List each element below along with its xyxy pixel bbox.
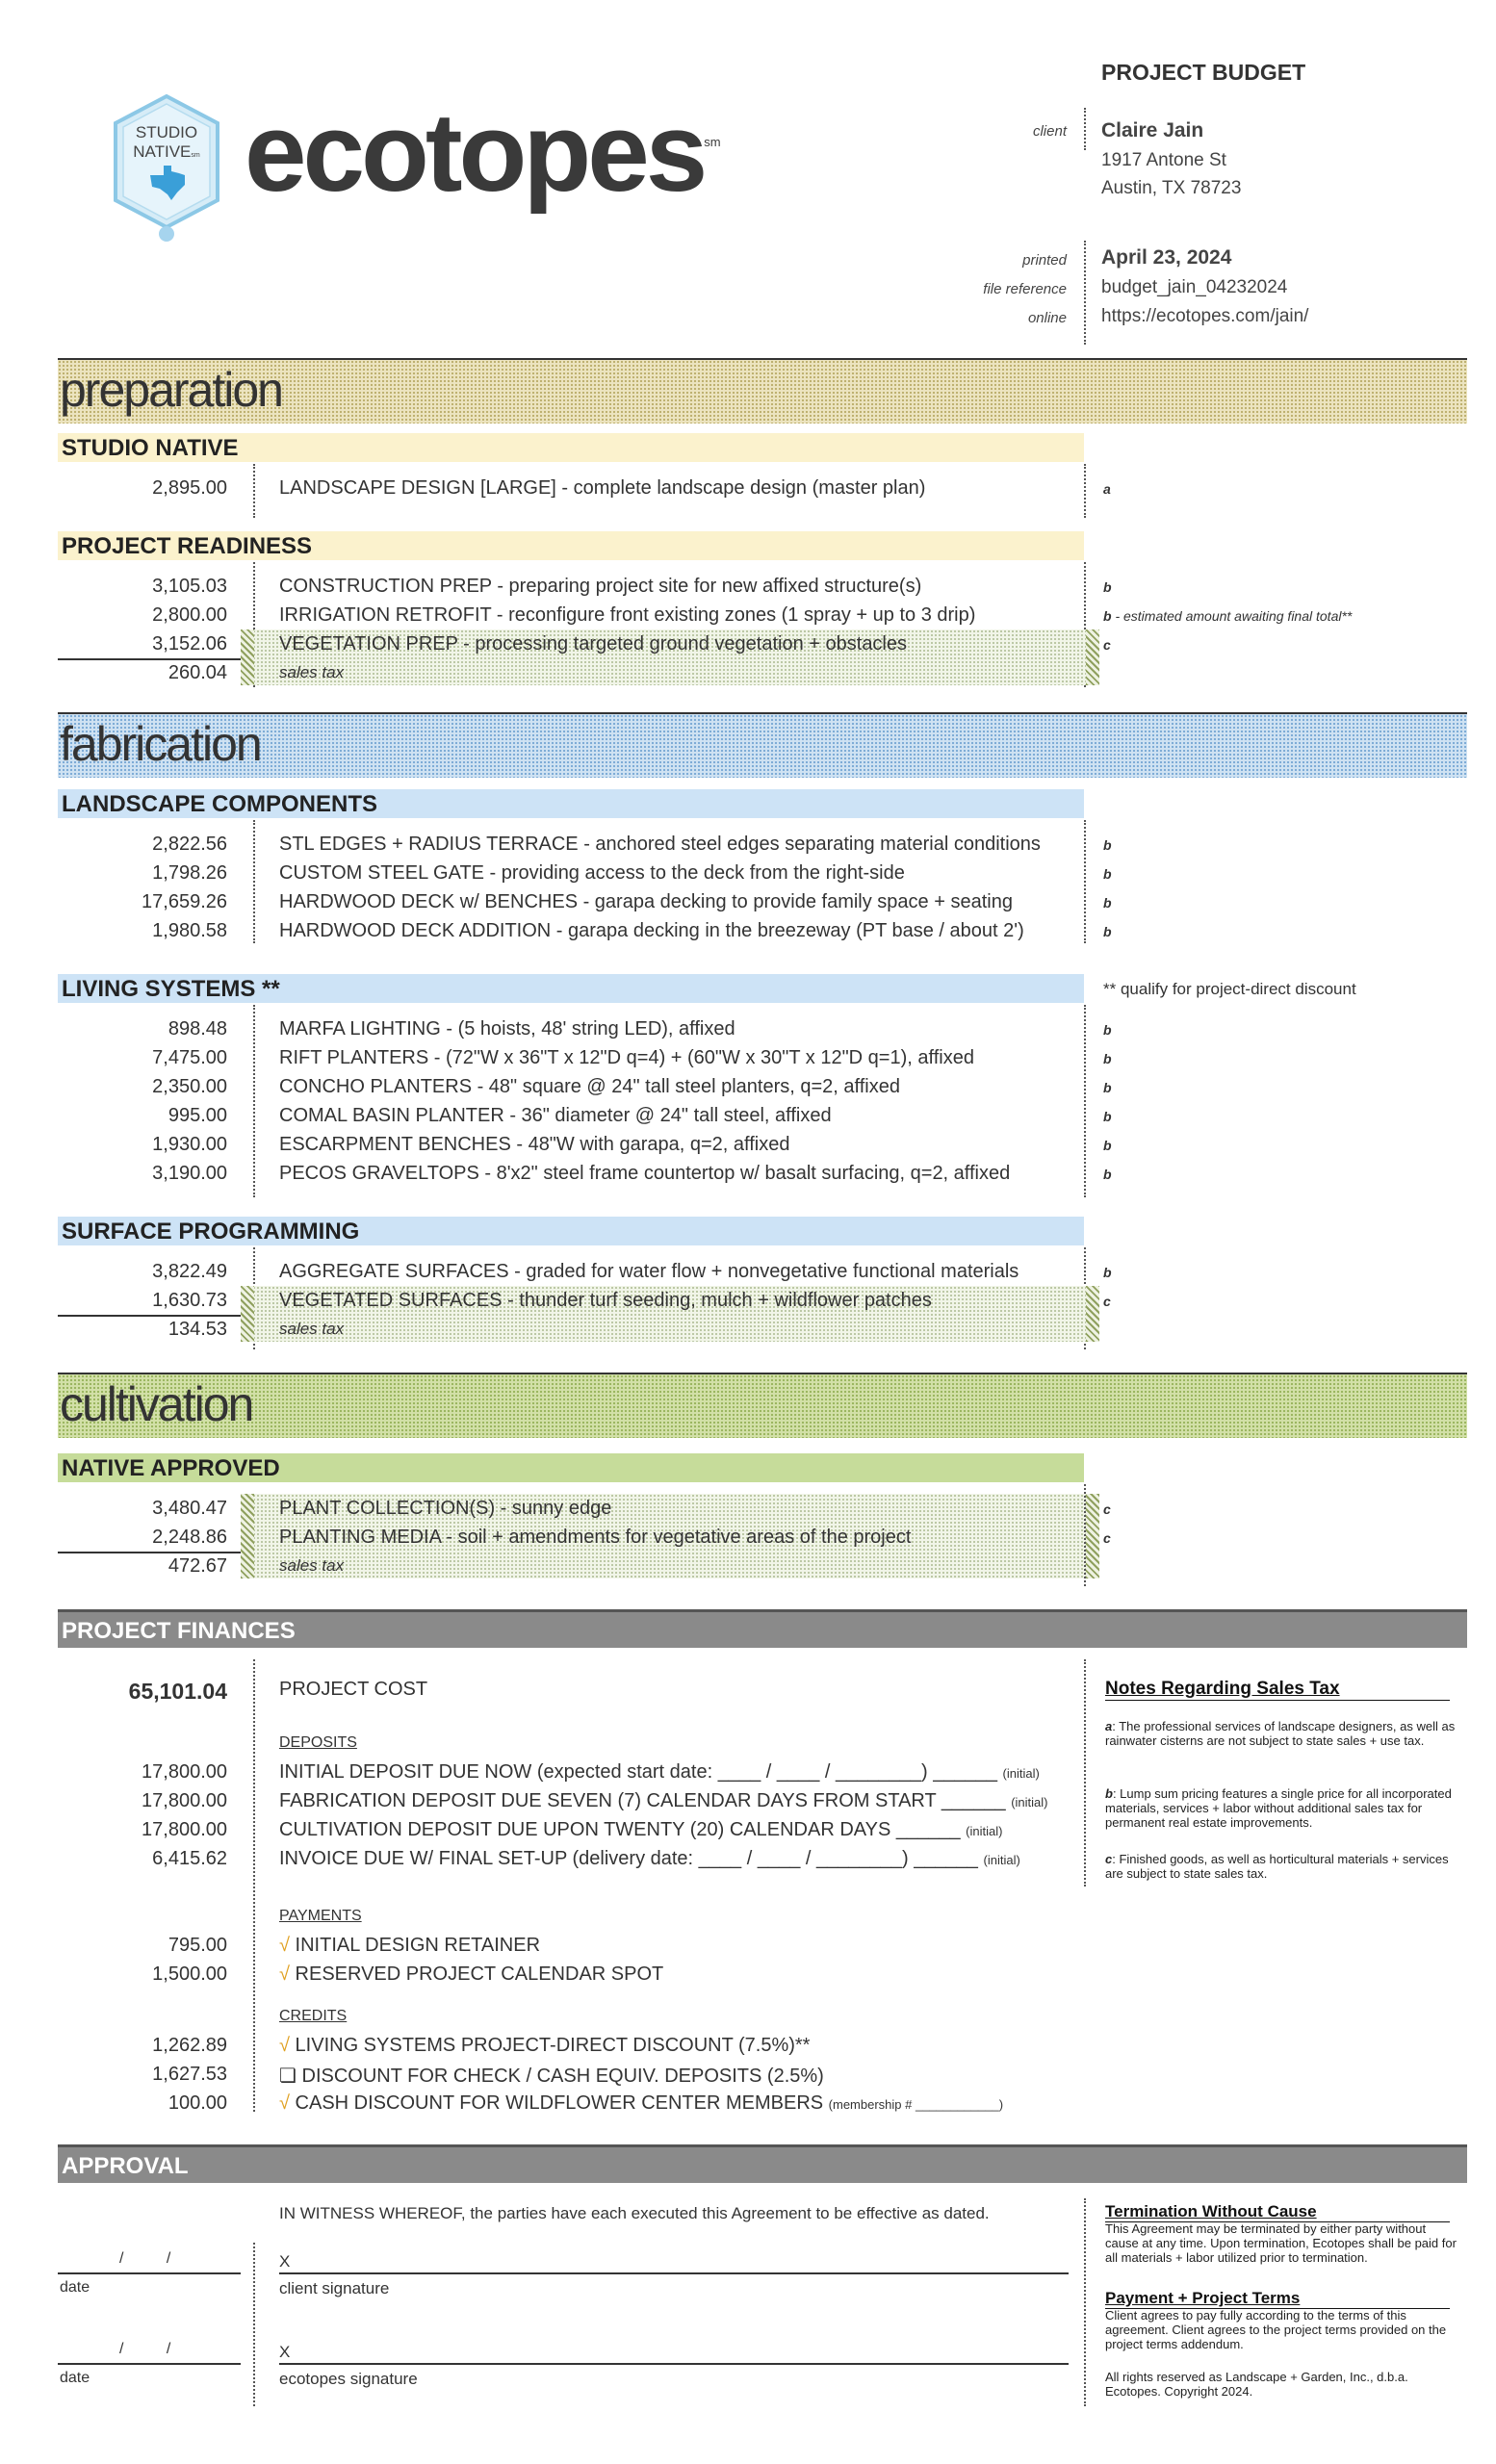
note-text: : Lump sum pricing features a single price for all incorporated materials, services + labor without additional sales tax for permanent real estate improvements. <box>1105 1786 1452 1830</box>
divider <box>1084 1484 1086 1586</box>
tax-code: b <box>1103 1138 1112 1153</box>
line-amount: 2,822.56 <box>152 834 227 855</box>
studio-native-badge-icon <box>108 92 225 243</box>
ecotopes-logo <box>245 90 721 215</box>
tax-code: b <box>1103 1109 1112 1124</box>
tax-code: b <box>1103 1265 1112 1280</box>
checkmark-icon: √ <box>279 2092 290 2114</box>
line-description: PECOS GRAVELTOPS - 8'x2" steel frame countertop w/ basalt surfacing, q=2, affixed <box>279 1163 1011 1184</box>
tax-code: b <box>1103 1167 1112 1182</box>
line-description: VEGETATED SURFACES - thunder turf seeding, mulch + wildflower patches <box>279 1290 932 1311</box>
checkmark-icon: √ <box>279 1935 290 1956</box>
credit-row <box>279 2092 1003 2115</box>
payment-terms-heading: Payment + Project Terms <box>1105 2289 1450 2309</box>
line-amount: 1,980.58 <box>152 920 227 941</box>
deposit-description: CULTIVATION DEPOSIT DUE UPON TWENTY (20) CALENDAR DAYS ______ <box>279 1819 961 1840</box>
deposit-row <box>279 1819 1002 1841</box>
section-preparation <box>58 358 1467 424</box>
line-amount: 17,659.26 <box>142 891 227 912</box>
section-fabrication-title: fabrication <box>60 717 261 771</box>
project-finances-bar: PROJECT FINANCES <box>58 1609 1467 1648</box>
deposit-description: FABRICATION DEPOSIT DUE SEVEN (7) CALENDAR DAYS FROM START ______ <box>279 1790 1006 1811</box>
note-key: b <box>1105 1786 1113 1801</box>
tax-code: b <box>1103 1080 1112 1095</box>
tax-note-a <box>1105 1719 1459 1748</box>
line-description: AGGREGATE SURFACES - graded for water flow + nonvegetative functional materials <box>279 1261 1019 1282</box>
deposit-row <box>279 1848 1020 1870</box>
printed-date: April 23, 2024 <box>1101 246 1232 269</box>
line-description: CUSTOM STEEL GATE - providing access to the deck from the right-side <box>279 862 905 884</box>
line-amount: 995.00 <box>168 1105 227 1126</box>
logo-sm: sm <box>704 135 721 150</box>
line-amount: 2,800.00 <box>152 604 227 626</box>
client-address-2: Austin, TX 78723 <box>1101 178 1242 198</box>
line-amount: 2,248.86 <box>152 1527 227 1548</box>
payment-row <box>279 1964 663 1986</box>
line-amount: 3,105.03 <box>152 576 227 597</box>
line-description: ESCARPMENT BENCHES - 48"W with garapa, q=2, affixed <box>279 1134 790 1155</box>
line-amount: 1,798.26 <box>152 862 227 884</box>
date-line <box>58 2272 241 2274</box>
project-readiness-heading: PROJECT READINESS <box>58 531 1084 560</box>
logo-name: ecotopes <box>245 90 705 215</box>
divider <box>1084 2198 1086 2406</box>
subtotal-rule <box>58 658 241 660</box>
subtotal-rule <box>58 1315 241 1317</box>
credits-label: CREDITS <box>279 2008 348 2024</box>
landscape-components-heading: LANDSCAPE COMPONENTS <box>58 789 1084 818</box>
line-description: LANDSCAPE DESIGN [LARGE] - complete landscape design (master plan) <box>279 477 926 499</box>
badge-text <box>127 123 206 166</box>
badge-sm: sm <box>191 152 200 159</box>
initial-label: (initial) <box>1002 1766 1040 1781</box>
line-amount: 1,930.00 <box>152 1134 227 1155</box>
project-cost-amount: 65,101.04 <box>128 1679 227 1704</box>
line-description: COMAL BASIN PLANTER - 36" diameter @ 24" tall steel, affixed <box>279 1105 832 1126</box>
divider <box>253 464 255 518</box>
checkmark-icon: √ <box>279 1964 290 1985</box>
note-key: c <box>1105 1852 1113 1866</box>
sales-tax-notes-heading: Notes Regarding Sales Tax <box>1105 1679 1450 1701</box>
divider <box>253 1005 255 1197</box>
payment-row <box>279 1935 540 1957</box>
tax-code: c <box>1103 1502 1111 1517</box>
line-amount: 2,895.00 <box>152 477 227 499</box>
divider <box>1084 1659 1086 1886</box>
divider <box>253 2243 255 2406</box>
membership-field[interactable]: (membership # ____________) <box>828 2097 1004 2112</box>
tax-note-b <box>1105 1786 1459 1830</box>
native-approved-heading: NATIVE APPROVED <box>58 1453 1084 1482</box>
deposits-label: DEPOSITS <box>279 1734 357 1751</box>
hatch-edge <box>1086 1494 1099 1578</box>
signature-x: X <box>279 2343 291 2361</box>
date-line <box>58 2363 241 2365</box>
credit-description: CASH DISCOUNT FOR WILDFLOWER CENTER MEMBERS <box>295 2092 824 2114</box>
page-title: PROJECT BUDGET <box>1101 60 1306 85</box>
header-divider <box>1084 108 1086 150</box>
client-signature-line[interactable] <box>279 2272 1069 2274</box>
tax-code: a <box>1103 481 1111 497</box>
tax-code: c <box>1103 1294 1111 1309</box>
ecotopes-date-field[interactable]: / / <box>119 2341 171 2357</box>
signature-x: X <box>279 2252 291 2271</box>
note-text: : The professional services of landscape designers, as well as rainwater cisterns are not subject to state sales + use tax. <box>1105 1719 1456 1748</box>
subtotal-rule <box>58 1552 241 1553</box>
line-amount: 1,630.73 <box>152 1290 227 1311</box>
line-amount: 898.48 <box>168 1018 227 1040</box>
line-description: VEGETATION PREP - processing targeted ground vegetation + obstacles <box>279 633 908 654</box>
sales-tax-amount: 134.53 <box>168 1319 227 1340</box>
ecotopes-signature-line[interactable] <box>279 2363 1069 2365</box>
client-signature-label: client signature <box>279 2279 390 2297</box>
checkbox-icon[interactable]: ❏ <box>279 2066 297 2087</box>
sales-tax-label: sales tax <box>279 1320 345 1338</box>
divider <box>1084 464 1086 518</box>
hatch-edge <box>241 629 254 685</box>
sales-tax-amount: 472.67 <box>168 1555 227 1577</box>
divider <box>1084 1005 1086 1197</box>
deposit-row <box>279 1790 1048 1812</box>
note-text: : Finished goods, as well as horticultural materials + services are subject to state sales tax. <box>1105 1852 1449 1881</box>
credit-description: DISCOUNT FOR CHECK / CASH EQUIV. DEPOSITS (2.5%) <box>301 2066 824 2087</box>
line-description: RIFT PLANTERS - (72"W x 36"T x 12"D q=4) + (60"W x 30"T x 12"D q=1), affixed <box>279 1047 974 1068</box>
tax-code: b <box>1103 1022 1112 1038</box>
line-amount: 3,152.06 <box>152 633 227 654</box>
hatch-edge <box>1086 1286 1099 1342</box>
section-preparation-title: preparation <box>60 363 282 417</box>
payments-label: PAYMENTS <box>279 1908 362 1924</box>
client-date-field[interactable]: / / <box>119 2250 171 2267</box>
line-description: CONCHO PLANTERS - 48" square @ 24" tall steel planters, q=2, affixed <box>279 1076 900 1097</box>
tax-code: c <box>1103 1530 1111 1546</box>
hatch-edge <box>241 1286 254 1342</box>
payment-amount: 1,500.00 <box>152 1964 227 1985</box>
tax-code: b <box>1103 579 1112 595</box>
discount-qualify-note: ** qualify for project-direct discount <box>1103 980 1356 998</box>
line-description: CONSTRUCTION PREP - preparing project site for new affixed structure(s) <box>279 576 922 597</box>
termination-heading: Termination Without Cause <box>1105 2202 1450 2222</box>
credit-amount: 1,262.89 <box>152 2035 227 2056</box>
deposit-description: INITIAL DEPOSIT DUE NOW (expected start date: ____ / ____ / ________) ______ <box>279 1761 997 1783</box>
tax-code: b <box>1103 895 1112 911</box>
studio-native-heading: STUDIO NATIVE <box>58 433 1084 462</box>
credit-amount: 100.00 <box>168 2092 227 2114</box>
client-address-1: 1917 Antone St <box>1101 150 1226 170</box>
credit-row <box>279 2064 824 2088</box>
deposit-description: INVOICE DUE W/ FINAL SET-UP (delivery date: ____ / ____ / ________) ______ <box>279 1848 978 1869</box>
approval-bar: APPROVAL <box>58 2144 1467 2183</box>
line-description: STL EDGES + RADIUS TERRACE - anchored steel edges separating material conditions <box>279 834 1041 855</box>
client-label: client <box>1032 123 1067 140</box>
ecotopes-signature-label: ecotopes signature <box>279 2370 418 2388</box>
tax-code: b <box>1103 608 1112 624</box>
section-cultivation <box>58 1373 1467 1438</box>
tax-code: b <box>1103 1051 1112 1066</box>
deposit-amount: 17,800.00 <box>142 1761 227 1783</box>
surface-programming-heading: SURFACE PROGRAMMING <box>58 1217 1084 1245</box>
payment-description: INITIAL DESIGN RETAINER <box>295 1935 541 1956</box>
termination-text: This Agreement may be terminated by either party without cause at any time. Upon termination, Ecotopes shall be paid for all materials + labor utilized prior to termination. <box>1105 2221 1457 2265</box>
online-label: online <box>1027 310 1067 326</box>
online-link[interactable]: https://ecotopes.com/jain/ <box>1101 306 1309 326</box>
checkmark-icon: √ <box>279 2035 290 2056</box>
line-amount: 2,350.00 <box>152 1076 227 1097</box>
tax-code: b <box>1103 837 1112 853</box>
project-cost-label: PROJECT COST <box>279 1679 428 1700</box>
note-key: a <box>1105 1719 1113 1733</box>
divider <box>253 1659 255 2112</box>
line-description: MARFA LIGHTING - (5 hoists, 48' string LED), affixed <box>279 1018 735 1040</box>
initial-label: (initial) <box>966 1824 1003 1838</box>
estimate-note: - estimated amount awaiting final total** <box>1111 608 1353 624</box>
payment-description: RESERVED PROJECT CALENDAR SPOT <box>295 1964 664 1985</box>
section-fabrication <box>58 712 1467 778</box>
initial-label: (initial) <box>983 1853 1020 1867</box>
tax-note-c <box>1105 1852 1459 1881</box>
living-systems-heading: LIVING SYSTEMS ** <box>58 974 1084 1003</box>
line-description: IRRIGATION RETROFIT - reconfigure front existing zones (1 spray + up to 3 drip) <box>279 604 976 626</box>
credit-amount: 1,627.53 <box>152 2064 227 2085</box>
credit-description: LIVING SYSTEMS PROJECT-DIRECT DISCOUNT (7.5%)** <box>295 2035 811 2056</box>
date-label: date <box>60 2370 90 2386</box>
tax-code: b <box>1103 924 1112 939</box>
line-amount: 3,480.47 <box>152 1498 227 1519</box>
sales-tax-label: sales tax <box>279 663 345 681</box>
printed-label: printed <box>1022 252 1067 269</box>
witness-statement: IN WITNESS WHEREOF, the parties have each executed this Agreement to be effective as dated. <box>279 2204 990 2222</box>
initial-label: (initial) <box>1011 1795 1048 1810</box>
line-amount: 3,190.00 <box>152 1163 227 1184</box>
badge-line2 <box>127 142 206 166</box>
payment-amount: 795.00 <box>168 1935 227 1956</box>
badge-line1: STUDIO <box>135 123 198 141</box>
tax-code: c <box>1103 637 1111 653</box>
badge-line2-text: NATIVE <box>133 142 192 161</box>
deposit-amount: 17,800.00 <box>142 1819 227 1840</box>
deposit-row <box>279 1761 1040 1784</box>
file-reference-label: file reference <box>983 281 1067 297</box>
hatch-edge <box>241 1494 254 1578</box>
line-amount: 3,822.49 <box>152 1261 227 1282</box>
copyright-text: All rights reserved as Landscape + Garden, Inc., d.b.a. Ecotopes. Copyright 2024. <box>1105 2370 1408 2399</box>
divider <box>253 820 255 943</box>
deposit-amount: 17,800.00 <box>142 1790 227 1811</box>
file-reference: budget_jain_04232024 <box>1101 277 1288 297</box>
sales-tax-amount: 260.04 <box>168 662 227 683</box>
credit-row <box>279 2035 810 2057</box>
divider <box>1084 820 1086 943</box>
date-label: date <box>60 2279 90 2296</box>
tax-code: b <box>1103 866 1112 882</box>
section-cultivation-title: cultivation <box>60 1377 253 1431</box>
hatch-edge <box>1086 629 1099 685</box>
header-divider-2 <box>1084 241 1086 345</box>
tax-code-with-note <box>1103 608 1352 624</box>
deposit-amount: 6,415.62 <box>152 1848 227 1869</box>
sales-tax-label: sales tax <box>279 1556 345 1575</box>
line-description: PLANTING MEDIA - soil + amendments for vegetative areas of the project <box>279 1527 912 1548</box>
line-description: PLANT COLLECTION(S) - sunny edge <box>279 1498 612 1519</box>
line-description: HARDWOOD DECK w/ BENCHES - garapa decking to provide family space + seating <box>279 891 1013 912</box>
line-amount: 7,475.00 <box>152 1047 227 1068</box>
payment-terms-text: Client agrees to pay fully according to the terms of this agreement. Client agrees to the project terms provided on the project terms addendum. <box>1105 2308 1447 2351</box>
client-name: Claire Jain <box>1101 119 1204 141</box>
line-description: HARDWOOD DECK ADDITION - garapa decking in the breezeway (PT base / about 2') <box>279 920 1024 941</box>
